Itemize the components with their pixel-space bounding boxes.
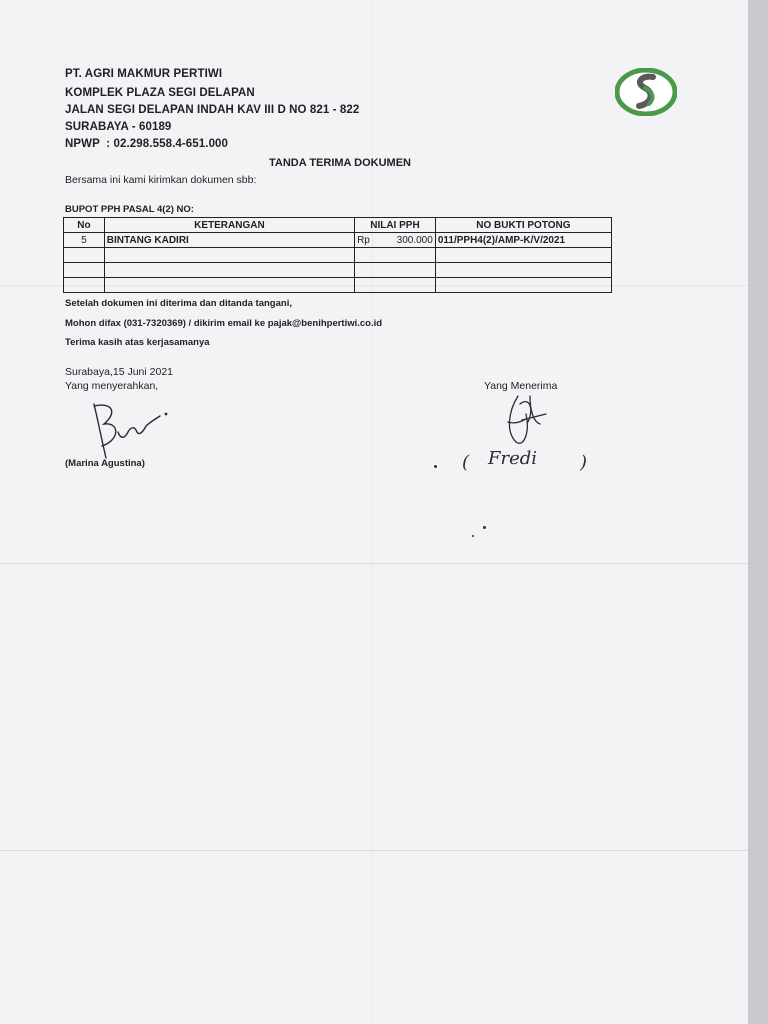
table-row: [64, 263, 612, 278]
document-title: TANDA TERIMA DOKUMEN: [269, 157, 411, 169]
table-header-row: [64, 218, 612, 233]
intro-text: Bersama ini kami kirimkan dokumen sbb:: [65, 174, 257, 186]
company-address-1: KOMPLEK PLAZA SEGI DELAPAN: [65, 87, 255, 99]
signature-date: Surabaya,15 Juni 2021: [65, 366, 173, 378]
company-logo-icon: [615, 68, 677, 116]
cell-no: [64, 278, 105, 293]
cell-keterangan: [104, 248, 354, 263]
company-address-2: JALAN SEGI DELAPAN INDAH KAV III D NO 821 - 822: [65, 104, 360, 116]
scanner-edge: [748, 0, 768, 1024]
document-table: [63, 217, 612, 293]
table-row: [64, 278, 612, 293]
ink-mark: [483, 526, 486, 529]
cell-keterangan: [104, 278, 354, 293]
receiver-name: Fredi: [488, 448, 538, 469]
cell-no: [64, 263, 105, 278]
table-row: [64, 248, 612, 263]
paper-fold-line: [0, 563, 748, 564]
cell-nilai-pph: [355, 248, 436, 263]
cell-currency: Rp: [357, 234, 370, 246]
note-line-1: Setelah dokumen ini diterima dan ditanda tangani,: [65, 298, 292, 309]
cell-bukti: [435, 263, 611, 278]
receiver-signature-icon: [500, 392, 550, 450]
cell-bukti: [435, 278, 611, 293]
cell-nilai-pph: [355, 278, 436, 293]
sender-label: Yang menyerahkan,: [65, 380, 159, 392]
cell-nilai-pph: [355, 233, 436, 248]
paper-fold-line: [0, 850, 748, 851]
cell-nilai-pph: [355, 263, 436, 278]
cell-no: [64, 248, 105, 263]
header-nilai-pph: NILAI PPH: [355, 218, 436, 233]
section-label: BUPOT PPH PASAL 4(2) NO:: [65, 204, 194, 215]
receiver-open-paren: (: [462, 452, 470, 473]
company-name: PT. AGRI MAKMUR PERTIWI: [65, 68, 223, 80]
paper-fold-line: [372, 0, 373, 1024]
receiver-label: Yang Menerima: [484, 380, 558, 392]
company-npwp: NPWP : 02.298.558.4-651.000: [65, 138, 229, 150]
cell-no: 5: [64, 233, 105, 248]
sender-signature-icon: [84, 396, 174, 466]
cell-amount: 300.000: [396, 234, 433, 246]
sender-name: (Marina Agustina): [65, 458, 145, 469]
cell-bukti: [435, 248, 611, 263]
cell-keterangan: [104, 263, 354, 278]
header-no-bukti-potong: NO BUKTI POTONG: [435, 218, 611, 233]
header-no: No: [64, 218, 105, 233]
ink-mark: [472, 535, 474, 537]
cell-bukti: 011/PPH4(2)/AMP-K/V/2021: [435, 233, 611, 248]
receiver-close-paren: ): [580, 452, 588, 473]
table-row: [64, 233, 612, 248]
ink-mark: [434, 465, 437, 468]
note-line-2: Mohon difax (031-7320369) / dikirim email ke pajak@benihpertiwi.co.id: [65, 318, 383, 329]
note-line-3: Terima kasih atas kerjasamanya: [65, 337, 210, 348]
cell-keterangan: BINTANG KADIRI: [104, 233, 354, 248]
header-keterangan: KETERANGAN: [104, 218, 354, 233]
company-city: SURABAYA - 60189: [65, 121, 172, 133]
